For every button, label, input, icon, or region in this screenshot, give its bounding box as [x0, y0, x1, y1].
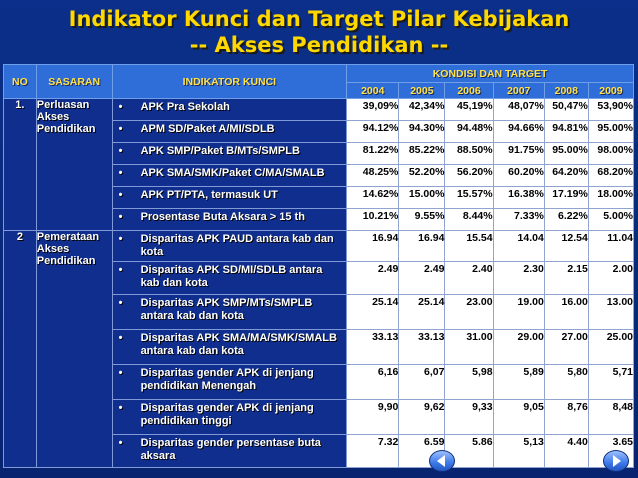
value-cell: 16.00 — [544, 295, 588, 330]
indicator-label: Disparitas gender persentase buta aksara — [140, 437, 321, 462]
value-cell: 56.20% — [445, 165, 493, 187]
table-row — [4, 231, 634, 262]
bullet-icon: • — [118, 233, 123, 245]
value-cell: 3.65 — [588, 435, 633, 468]
header-indikator: INDIKATOR KUNCI — [112, 65, 347, 99]
indicator-cell — [112, 121, 347, 143]
indicator-cell — [112, 435, 347, 468]
value-cell: 94.30% — [399, 121, 445, 143]
value-cell: 85.22% — [399, 143, 445, 165]
value-cell: 81.22% — [347, 143, 399, 165]
next-arrow-icon — [604, 451, 628, 471]
value-cell: 2.49 — [399, 262, 445, 295]
value-cell: 5,89 — [493, 365, 544, 400]
indicator-label: APM SD/Paket A/MI/SDLB — [140, 123, 275, 135]
previous-arrow-icon — [430, 451, 454, 471]
bullet-icon: • — [118, 367, 123, 379]
table-row — [4, 99, 634, 121]
value-cell: 68.20% — [588, 165, 633, 187]
value-cell: 2.40 — [445, 262, 493, 295]
value-cell: 33.13 — [347, 330, 399, 365]
indicator-label: APK SMA/SMK/Paket C/MA/SMALB — [140, 167, 325, 179]
value-cell: 18.00% — [588, 187, 633, 209]
next-slide-button[interactable] — [603, 450, 629, 472]
value-cell: 19.00 — [493, 295, 544, 330]
header-sasaran: SASARAN — [36, 65, 112, 99]
indicator-cell — [112, 187, 347, 209]
indicator-cell — [112, 295, 347, 330]
value-cell: 8,48 — [588, 400, 633, 435]
header-year: 2004 — [347, 83, 399, 99]
value-cell: 60.20% — [493, 165, 544, 187]
value-cell: 53,90% — [588, 99, 633, 121]
header-no: NO — [4, 65, 37, 99]
value-cell: 6.22% — [544, 209, 588, 231]
value-cell: 91.75% — [493, 143, 544, 165]
header-year: 2005 — [399, 83, 445, 99]
value-cell: 10.21% — [347, 209, 399, 231]
bullet-icon: • — [118, 101, 123, 113]
value-cell: 17.19% — [544, 187, 588, 209]
value-cell: 6,07 — [399, 365, 445, 400]
indicator-label: APK Pra Sekolah — [140, 101, 230, 113]
value-cell: 9,90 — [347, 400, 399, 435]
value-cell: 95.00% — [588, 121, 633, 143]
value-cell: 4.40 — [544, 435, 588, 468]
value-cell: 48.25% — [347, 165, 399, 187]
value-cell: 29.00 — [493, 330, 544, 365]
value-cell: 27.00 — [544, 330, 588, 365]
indicator-label: Disparitas APK SMA/MA/SMK/SMALB antara kab dan kota — [140, 332, 337, 357]
indicator-label: Prosentase Buta Aksara > 15 th — [140, 211, 305, 223]
value-cell: 9,62 — [399, 400, 445, 435]
indicator-label: Disparitas APK SMP/MTs/SMPLB antara kab dan kota — [140, 297, 313, 322]
value-cell: 25.00 — [588, 330, 633, 365]
value-cell: 7.32 — [347, 435, 399, 468]
value-cell: 94.12% — [347, 121, 399, 143]
bullet-icon: • — [118, 123, 123, 135]
value-cell: 9,33 — [445, 400, 493, 435]
value-cell: 2.49 — [347, 262, 399, 295]
bullet-icon: • — [118, 211, 123, 223]
value-cell: 98.00% — [588, 143, 633, 165]
bullet-icon: • — [118, 437, 123, 449]
value-cell: 14.62% — [347, 187, 399, 209]
value-cell: 5,80 — [544, 365, 588, 400]
value-cell: 31.00 — [445, 330, 493, 365]
value-cell: 9.55% — [399, 209, 445, 231]
indicator-cell — [112, 231, 347, 262]
value-cell: 8.44% — [445, 209, 493, 231]
title-line-2: -- Akses Pendidikan -- — [189, 33, 449, 57]
value-cell: 2.00 — [588, 262, 633, 295]
indicator-cell — [112, 400, 347, 435]
sasaran-cell: Pemerataan Akses Pendidikan — [36, 231, 112, 468]
header-year: 2006 — [445, 83, 493, 99]
value-cell: 14.04 — [493, 231, 544, 262]
value-cell: 16.94 — [347, 231, 399, 262]
indicator-cell — [112, 99, 347, 121]
bullet-icon: • — [118, 167, 123, 179]
value-cell: 5,13 — [493, 435, 544, 468]
value-cell: 15.54 — [445, 231, 493, 262]
header-year: 2008 — [544, 83, 588, 99]
bullet-icon: • — [118, 145, 123, 157]
value-cell: 6,16 — [347, 365, 399, 400]
value-cell: 5,71 — [588, 365, 633, 400]
value-cell: 2.15 — [544, 262, 588, 295]
header-year: 2007 — [493, 83, 544, 99]
value-cell: 5,98 — [445, 365, 493, 400]
indicator-cell — [112, 365, 347, 400]
value-cell: 5.86 — [445, 435, 493, 468]
indicator-label: APK SMP/Paket B/MTs/SMPLB — [140, 145, 300, 157]
prev-slide-button[interactable] — [429, 450, 455, 472]
value-cell: 16.94 — [399, 231, 445, 262]
bullet-icon: • — [118, 332, 123, 344]
row-number: 2 — [4, 231, 37, 468]
bullet-icon: • — [118, 402, 123, 414]
value-cell: 2.30 — [493, 262, 544, 295]
value-cell: 94.48% — [445, 121, 493, 143]
row-number: 1. — [4, 99, 37, 231]
indicator-label: Disparitas gender APK di jenjang pendidikan Menengah — [140, 367, 314, 392]
value-cell: 39,09% — [347, 99, 399, 121]
value-cell: 23.00 — [445, 295, 493, 330]
value-cell: 16.38% — [493, 187, 544, 209]
value-cell: 25.14 — [399, 295, 445, 330]
indicator-cell — [112, 330, 347, 365]
value-cell: 94.81% — [544, 121, 588, 143]
value-cell: 7.33% — [493, 209, 544, 231]
value-cell: 15.57% — [445, 187, 493, 209]
value-cell: 11.04 — [588, 231, 633, 262]
value-cell: 88.50% — [445, 143, 493, 165]
value-cell: 12.54 — [544, 231, 588, 262]
indicator-cell — [112, 165, 347, 187]
indicator-label: Disparitas APK SD/MI/SDLB antara kab dan kota — [140, 264, 323, 289]
value-cell: 42,34% — [399, 99, 445, 121]
slide-title — [0, 6, 638, 58]
indicator-cell — [112, 209, 347, 231]
value-cell: 9,05 — [493, 400, 544, 435]
sasaran-cell: Perluasan Akses Pendidikan — [36, 99, 112, 231]
value-cell: 95.00% — [544, 143, 588, 165]
value-cell: 6.59 — [399, 435, 445, 468]
value-cell: 15.00% — [399, 187, 445, 209]
value-cell: 94.66% — [493, 121, 544, 143]
bullet-icon: • — [118, 189, 123, 201]
header-kondisi: KONDISI DAN TARGET — [347, 65, 634, 83]
value-cell: 33.13 — [399, 330, 445, 365]
indicator-label: Disparitas gender APK di jenjang pendidikan tinggi — [140, 402, 314, 427]
value-cell: 64.20% — [544, 165, 588, 187]
value-cell: 13.00 — [588, 295, 633, 330]
indicator-cell — [112, 143, 347, 165]
header-year: 2009 — [588, 83, 633, 99]
value-cell: 50,47% — [544, 99, 588, 121]
value-cell: 48,07% — [493, 99, 544, 121]
title-line-1: Indikator Kunci dan Target Pilar Kebijakan — [68, 7, 570, 31]
indicator-cell — [112, 262, 347, 295]
bullet-icon: • — [118, 264, 123, 276]
indicator-table — [3, 64, 634, 468]
value-cell: 25.14 — [347, 295, 399, 330]
value-cell: 5.00% — [588, 209, 633, 231]
indicator-label: Disparitas APK PAUD antara kab dan kota — [140, 233, 334, 258]
value-cell: 8,76 — [544, 400, 588, 435]
value-cell: 45,19% — [445, 99, 493, 121]
bullet-icon: • — [118, 297, 123, 309]
indicator-label: APK PT/PTA, termasuk UT — [140, 189, 278, 201]
value-cell: 52.20% — [399, 165, 445, 187]
